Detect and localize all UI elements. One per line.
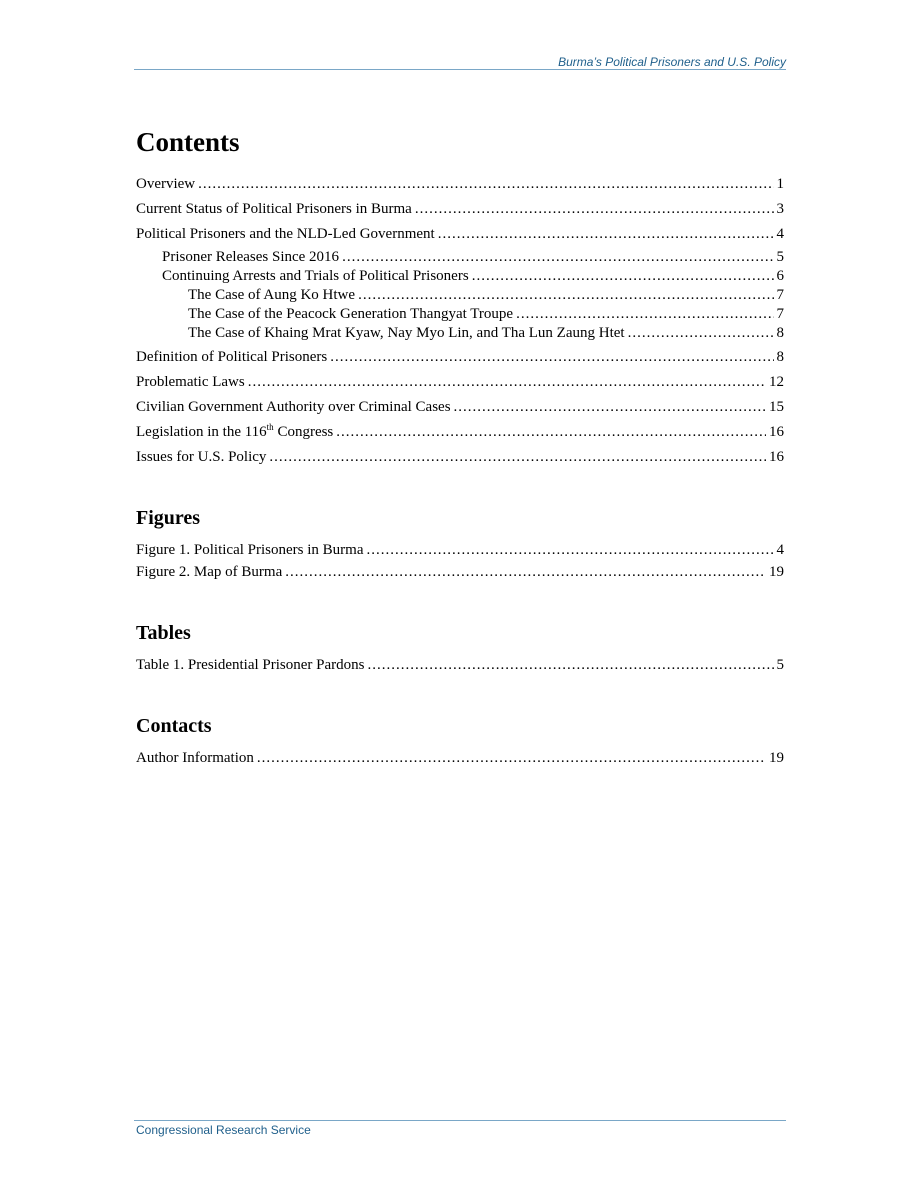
running-header: Burma’s Political Prisoners and U.S. Policy <box>558 55 786 69</box>
toc-entry-table-1[interactable] <box>136 654 784 676</box>
section-spacer <box>136 583 784 619</box>
header-rule <box>134 69 786 70</box>
toc-entry-title: Author Information <box>136 750 254 766</box>
toc-leader <box>415 198 774 220</box>
toc-leader <box>366 539 773 561</box>
toc-entry-peacock-generation[interactable] <box>136 305 784 324</box>
tables-list <box>136 654 784 676</box>
toc-entry-continuing-arrests[interactable] <box>136 267 784 286</box>
toc-entry-page: 19 <box>769 750 784 766</box>
toc-leader <box>628 324 774 343</box>
toc-entry-title: Overview <box>136 176 196 192</box>
toc-entry-page: 7 <box>776 306 784 322</box>
toc-entry-page: 8 <box>776 325 784 341</box>
toc-entry-figure-1[interactable] <box>136 539 784 561</box>
toc-title-superscript: th <box>266 422 274 432</box>
toc-entry-title: Issues for U.S. Policy <box>136 449 267 465</box>
toc-entry-title: The Case of Khaing Mrat Kyaw, Nay Myo Lin, and Tha Lun Zaung Htet <box>188 325 625 341</box>
tables-heading: Tables <box>136 622 191 644</box>
contacts-heading: Contacts <box>136 715 212 737</box>
toc-entry-title: Table 1. Presidential Prisoner Pardons <box>136 657 365 673</box>
toc-entry-title: Continuing Arrests and Trials of Political Prisoners <box>162 268 469 284</box>
toc-entry-title: Civilian Government Authority over Criminal Cases <box>136 399 451 415</box>
toc-leader <box>358 286 773 305</box>
toc-entry-page: 4 <box>776 226 784 242</box>
toc-entry-problematic-laws[interactable] <box>136 371 784 393</box>
toc-entry-page: 6 <box>776 268 784 284</box>
toc-leader <box>285 561 766 583</box>
toc-leader <box>336 421 766 443</box>
toc-entry-title: Figure 1. Political Prisoners in Burma <box>136 542 364 558</box>
toc-entry-page: 16 <box>769 424 784 440</box>
footer-rule <box>134 1120 786 1121</box>
section-spacer <box>136 468 784 504</box>
toc-title-prefix: Legislation in the 116 <box>136 424 267 440</box>
toc-entry-overview[interactable] <box>136 173 784 195</box>
toc-entry-aung-ko-htwe[interactable] <box>136 286 784 305</box>
toc-leader <box>198 173 773 195</box>
toc-entry-page: 15 <box>769 399 784 415</box>
toc-entry-prisoner-releases[interactable] <box>136 248 784 267</box>
toc-entry-nld-government[interactable] <box>136 223 784 245</box>
toc-title-suffix: Congress <box>273 424 334 440</box>
toc-entry-issues-policy[interactable] <box>136 446 784 468</box>
toc-entry-page: 3 <box>776 201 784 217</box>
toc-entry-title: Figure 2. Map of Burma <box>136 564 283 580</box>
footer-publisher: Congressional Research Service <box>136 1123 311 1137</box>
toc-entry-page: 1 <box>776 176 784 192</box>
toc-entry-title: Problematic Laws <box>136 374 245 390</box>
figures-list <box>136 539 784 583</box>
toc-leader <box>368 654 774 676</box>
contacts-list <box>136 747 784 769</box>
toc-leader <box>248 371 766 393</box>
toc-entry-current-status[interactable] <box>136 198 784 220</box>
toc-leader <box>454 396 766 418</box>
toc-entry-page: 8 <box>776 349 784 365</box>
toc-entry-page: 4 <box>776 542 784 558</box>
toc-entry-civilian-authority[interactable] <box>136 396 784 418</box>
toc-leader <box>342 248 773 267</box>
table-of-contents <box>136 124 784 769</box>
toc-entry-title: The Case of Aung Ko Htwe <box>188 287 356 303</box>
toc-leader <box>438 223 774 245</box>
toc-entry-page: 19 <box>769 564 784 580</box>
toc-leader <box>257 747 766 769</box>
toc-entry-page: 7 <box>776 287 784 303</box>
section-spacer <box>136 676 784 712</box>
toc-entry-page: 16 <box>769 449 784 465</box>
toc-entry-title: The Case of the Peacock Generation Thangyat Troupe <box>188 306 514 322</box>
toc-entry-title: Current Status of Political Prisoners in Burma <box>136 201 412 217</box>
toc-entry-figure-2[interactable] <box>136 561 784 583</box>
toc-leader <box>330 346 773 368</box>
toc-entry-title <box>136 421 333 443</box>
toc-entry-page: 5 <box>776 249 784 265</box>
toc-entry-page: 12 <box>769 374 784 390</box>
toc-entry-author-information[interactable] <box>136 747 784 769</box>
toc-entry-definition[interactable] <box>136 346 784 368</box>
toc-entry-page: 5 <box>776 657 784 673</box>
toc-leader <box>269 446 766 468</box>
contents-list <box>136 173 784 468</box>
toc-entry-title: Prisoner Releases Since 2016 <box>162 249 340 265</box>
toc-leader <box>516 305 773 324</box>
contents-heading: Contents <box>136 127 240 157</box>
toc-entry-title: Definition of Political Prisoners <box>136 349 328 365</box>
toc-entry-legislation[interactable] <box>136 421 784 443</box>
toc-entry-title: Political Prisoners and the NLD-Led Government <box>136 226 435 242</box>
toc-entry-khaing-mrat-kyaw[interactable] <box>136 324 784 343</box>
toc-leader <box>472 267 774 286</box>
figures-heading: Figures <box>136 507 201 529</box>
